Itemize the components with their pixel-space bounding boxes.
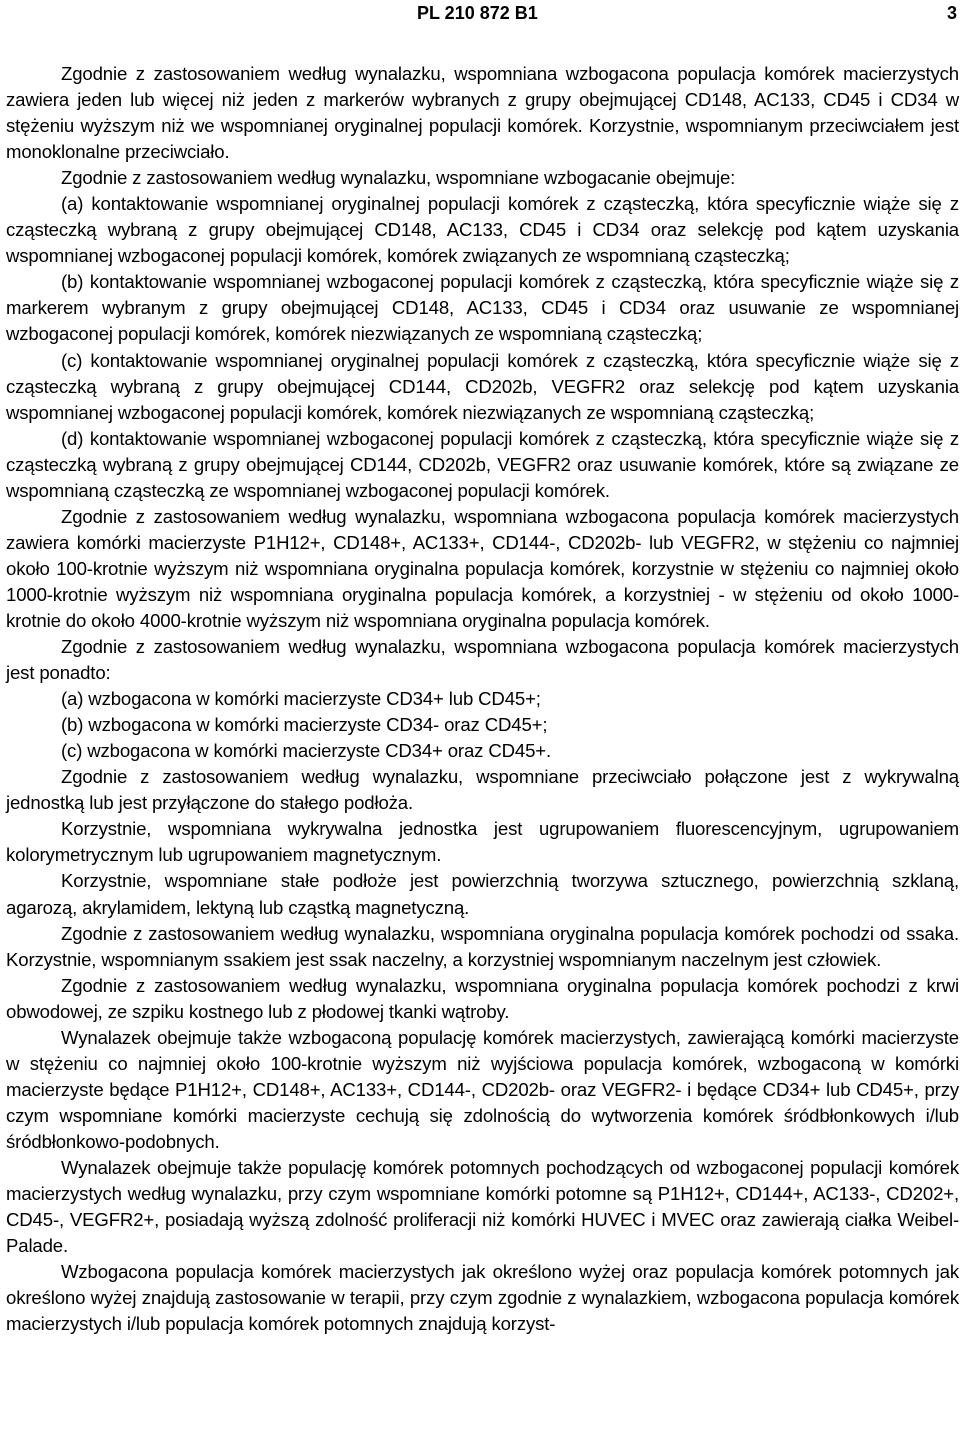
list-item: (b) kontaktowanie wspomnianej wzbogaconej populacji komórek z cząsteczką, która specyficznie wiąże się z markerem wybranym z grupy obejmującej CD148, AC133, CD45 i CD34 oraz usuwanie ze wspomnianej wzbogaconej populacji komórek, komórek niezwiązanych ze wspomnianą cząsteczką; — [6, 271, 959, 345]
paragraph: Wzbogacona populacja komórek macierzystych jak określono wyżej oraz populacja komórek potomnych jak określono wyżej znajdują zastosowanie w terapii, przy czym zgodnie z wynalazkiem, wzbogacona populacja komórek macierzystych i/lub populacja komórek potomnych znajdują korzyst- — [6, 1261, 959, 1335]
list-item: (c) wzbogacona w komórki macierzyste CD34+ oraz CD45+. — [61, 740, 551, 762]
paragraph: Wynalazek obejmuje także wzbogaconą populację komórek macierzystych, zawierającą komórki macierzyste w stężeniu co najmniej około 100-krotnie wyższym niż wyjściowa populacja komórek, wzbogaconą w komórki macierzyste będące P1H12+, CD148+, AC133+, CD144-, CD202b- oraz VEGFR2- i będące CD34+ lub CD45+, przy czym wspomniane komórki macierzyste cechują się zdolnością do wytworzenia komórek śródbłonkowych i/lub śródbłonkowo-podobnych. — [6, 1026, 959, 1152]
paragraph: Wynalazek obejmuje także populację komórek potomnych pochodzących od wzbogaconej populacji komórek macierzystych według wynalazku, przy czym wspomniane komórki potomne są P1H12+, CD144+, AC133-, CD202+, CD45-, VEGFR2+, posiadają wyższą zdolność proliferacji niż komórki HUVEC i MVEC oraz zawierają ciałka Weibel-Palade. — [6, 1156, 959, 1257]
page-number: 3 — [946, 3, 957, 23]
list-item: (a) kontaktowanie wspomnianej oryginalnej populacji komórek z cząsteczką, która specyficznie wiąże się z cząsteczką wybraną z grupy obejmującej CD148, AC133, CD45 i CD34 oraz selekcję pod kątem uzyskania wspomnianej wzbogaconej populacji komórek, komórek związanych ze wspomnianą cząsteczką; — [6, 193, 959, 267]
page-header — [0, 2, 960, 28]
list-item: (d) kontaktowanie wspomnianej wzbogaconej populacji komórek z cząsteczką, która specyficznie wiąże się z cząsteczką wybraną z grupy obejmującej CD144, CD202b, VEGFR2 oraz usuwanie komórek, które są związane ze wspomnianą cząsteczką ze wspomnianej wzbogaconej populacji komórek. — [6, 427, 959, 501]
paragraph: Zgodnie z zastosowaniem według wynalazku, wspomniana wzbogacona populacja komórek macierzystych zawiera jeden lub więcej niż jeden z markerów wybranych z grupy obejmującej CD148, AC133, CD45 i CD34 w stężeniu wyższym niż we wspomnianej oryginalnej populacji komórek. Korzystnie, wspomnianym przeciwciałem jest monoklonalne przeciwciało. — [6, 63, 959, 163]
paragraph: Zgodnie z zastosowaniem według wynalazku, wspomniana oryginalna populacja komórek pochodzi z krwi obwodowej, ze szpiku kostnego lub z płodowej tkanki wątroby. — [6, 974, 959, 1022]
body-text — [6, 61, 959, 1337]
paragraph: Zgodnie z zastosowaniem według wynalazku, wspomniane przeciwciało połączone jest z wykrywalną jednostką lub jest przyłączone do stałego podłoża. — [6, 766, 959, 814]
list-item: (a) wzbogacona w komórki macierzyste CD34+ lub CD45+; — [61, 688, 541, 710]
paragraph: Zgodnie z zastosowaniem według wynalazku, wspomniana wzbogacona populacja komórek macierzystych jest ponadto: — [6, 636, 959, 684]
paragraph: Korzystnie, wspomniana wykrywalna jednostka jest ugrupowaniem fluorescencyjnym, ugrupowaniem kolorymetrycznym lub ugrupowaniem magnetycznym. — [6, 818, 959, 866]
paragraph: Zgodnie z zastosowaniem według wynalazku, wspomniane wzbogacanie obejmuje: — [61, 167, 736, 189]
list-item: (c) kontaktowanie wspomnianej oryginalnej populacji komórek z cząsteczką, która specyficznie wiąże się z cząsteczką wybraną z grupy obejmującej CD144, CD202b, VEGFR2 oraz selekcję pod kątem uzyskania wspomnianej wzbogaconej populacji komórek, komórek niezwiązanych ze wspomnianą cząsteczką; — [6, 349, 959, 423]
patent-number: PL 210 872 B1 — [417, 3, 538, 23]
paragraph: Korzystnie, wspomniane stałe podłoże jest powierzchnią tworzywa sztucznego, powierzchnią szklaną, agarozą, akrylamidem, lektyną lub cząstką magnetyczną. — [6, 870, 959, 918]
paragraph: Zgodnie z zastosowaniem według wynalazku, wspomniana oryginalna populacja komórek pochodzi od ssaka. Korzystnie, wspomnianym ssakiem jest ssak naczelny, a korzystniej wspomnianym naczelnym jest człowiek. — [6, 922, 959, 970]
paragraph: Zgodnie z zastosowaniem według wynalazku, wspomniana wzbogacona populacja komórek macierzystych zawiera komórki macierzyste P1H12+, CD148+, AC133+, CD144-, CD202b- lub VEGFR2, w stężeniu co najmniej około 100-krotnie wyższym niż wspomniana oryginalna populacja komórek, korzystnie w stężeniu co najmniej około 1000-krotnie wyższym niż wspomniana oryginalna populacja komórek, a korzystniej - w stężeniu od około 1000-krotnie do około 4000-krotnie wyższym niż wspomniana oryginalna populacja komórek. — [6, 505, 959, 631]
list-item: (b) wzbogacona w komórki macierzyste CD34- oraz CD45+; — [61, 714, 548, 736]
